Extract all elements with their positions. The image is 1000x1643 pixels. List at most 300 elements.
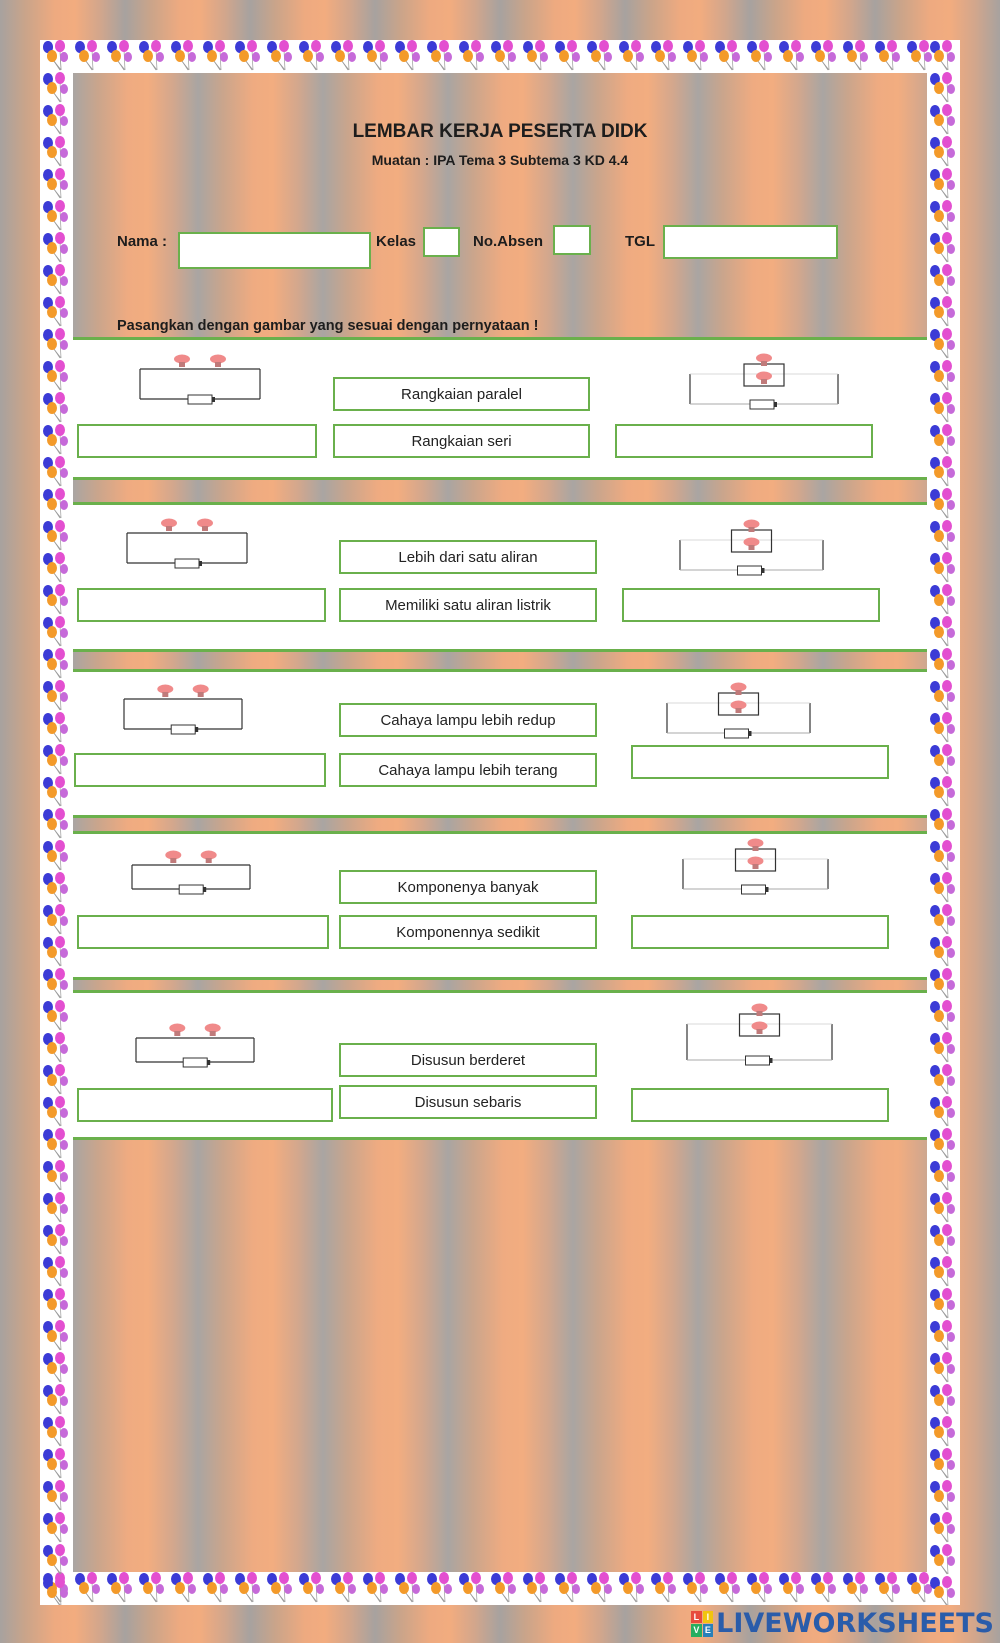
balloons-icon: [680, 1572, 713, 1605]
balloons-icon: [648, 40, 681, 73]
balloons-icon: [488, 40, 521, 73]
light-bulb-icon: [756, 372, 772, 385]
series-circuit-icon: [136, 1024, 254, 1066]
balloon-decoration: [40, 1352, 73, 1385]
balloons-icon: [40, 808, 73, 841]
balloons-icon: [927, 552, 960, 585]
answer-drop-right[interactable]: [631, 1088, 889, 1122]
balloon-decoration: [552, 40, 585, 73]
balloons-icon: [927, 584, 960, 617]
balloon-decoration: [927, 1288, 960, 1321]
balloons-icon: [927, 200, 960, 233]
light-bulb-icon: [169, 1024, 185, 1037]
balloons-icon: [927, 936, 960, 969]
balloons-icon: [927, 360, 960, 393]
balloon-decoration: [40, 1544, 73, 1577]
balloon-decoration: [927, 456, 960, 489]
balloon-decoration: [232, 1572, 265, 1605]
balloon-decoration: [40, 520, 73, 553]
balloon-decoration: [927, 1512, 960, 1545]
balloons-icon: [927, 1256, 960, 1289]
balloons-icon: [456, 1572, 489, 1605]
balloons-icon: [927, 616, 960, 649]
balloons-icon: [808, 40, 841, 73]
match-option-top[interactable]: Lebih dari satu aliran: [339, 540, 597, 574]
balloon-decoration: [104, 40, 137, 73]
balloons-icon: [40, 520, 73, 553]
brand-mark-letter: I: [703, 1611, 714, 1624]
balloon-decoration: [927, 1384, 960, 1417]
balloons-icon: [927, 1512, 960, 1545]
match-option-bottom[interactable]: Memiliki satu aliran listrik: [339, 588, 597, 622]
balloons-icon: [328, 1572, 361, 1605]
balloon-decoration: [927, 424, 960, 457]
balloons-icon: [40, 1416, 73, 1449]
balloon-decoration: [712, 40, 745, 73]
balloons-icon: [927, 1192, 960, 1225]
balloon-decoration: [456, 1572, 489, 1605]
balloons-icon: [584, 40, 617, 73]
balloon-decoration: [927, 584, 960, 617]
balloon-decoration: [927, 904, 960, 937]
parallel-circuit-icon: [667, 683, 810, 735]
light-bulb-icon: [731, 701, 747, 714]
balloons-icon: [840, 1572, 873, 1605]
balloons-icon: [40, 904, 73, 937]
balloons-icon: [927, 1224, 960, 1257]
light-bulb-icon: [201, 851, 217, 864]
balloon-decoration: [927, 968, 960, 1001]
balloon-decoration: [232, 40, 265, 73]
answer-drop-left[interactable]: [74, 753, 326, 787]
balloon-decoration: [40, 712, 73, 745]
balloons-icon: [72, 1572, 105, 1605]
battery-icon: [738, 566, 765, 575]
balloons-icon: [40, 1000, 73, 1033]
balloon-decoration: [40, 424, 73, 457]
balloon-decoration: [40, 1128, 73, 1161]
balloon-decoration: [40, 1064, 73, 1097]
answer-drop-left[interactable]: [77, 588, 326, 622]
balloon-decoration: [927, 1000, 960, 1033]
match-option-bottom[interactable]: Komponennya sedikit: [339, 915, 597, 949]
liveworksheets-mark-icon: [691, 1611, 713, 1637]
light-bulb-icon: [210, 355, 226, 368]
balloons-icon: [927, 1320, 960, 1353]
balloon-decoration: [927, 1032, 960, 1065]
balloon-decoration: [520, 40, 553, 73]
parallel-circuit-icon: [690, 354, 838, 406]
balloons-icon: [520, 1572, 553, 1605]
balloons-icon: [72, 40, 105, 73]
number-input[interactable]: [553, 225, 591, 255]
balloons-icon: [927, 1480, 960, 1513]
balloons-icon: [392, 40, 425, 73]
balloons-icon: [40, 776, 73, 809]
balloons-icon: [40, 72, 73, 105]
balloons-icon: [776, 40, 809, 73]
balloon-decoration: [40, 1000, 73, 1033]
balloons-icon: [40, 296, 73, 329]
balloons-icon: [927, 840, 960, 873]
balloon-decoration: [328, 40, 361, 73]
brand-mark-letter: L: [691, 1611, 702, 1624]
balloon-decoration: [927, 936, 960, 969]
balloon-decoration: [136, 1572, 169, 1605]
brand-name: LIVEWORKSHEETS: [716, 1608, 994, 1639]
balloon-decoration: [648, 40, 681, 73]
balloons-icon: [927, 232, 960, 265]
answer-drop-right[interactable]: [622, 588, 880, 622]
answer-drop-right[interactable]: [615, 424, 873, 458]
balloon-decoration: [40, 1480, 73, 1513]
balloon-decoration: [424, 40, 457, 73]
balloon-decoration: [927, 1128, 960, 1161]
balloon-decoration: [40, 40, 73, 73]
balloons-icon: [40, 168, 73, 201]
balloons-icon: [40, 1544, 73, 1577]
balloons-icon: [744, 1572, 777, 1605]
battery-icon: [175, 559, 202, 568]
balloon-border-top: [40, 40, 960, 73]
balloon-decoration: [360, 40, 393, 73]
balloon-decoration: [872, 1572, 905, 1605]
balloons-icon: [872, 40, 905, 73]
balloon-decoration: [40, 328, 73, 361]
balloon-border-left: [40, 40, 73, 1605]
balloon-decoration: [927, 168, 960, 201]
battery-icon: [746, 1056, 773, 1065]
balloon-decoration: [360, 1572, 393, 1605]
balloons-icon: [40, 264, 73, 297]
match-option-bottom[interactable]: Rangkaian seri: [333, 424, 590, 458]
balloons-icon: [840, 40, 873, 73]
balloon-decoration: [40, 1448, 73, 1481]
balloon-decoration: [744, 1572, 777, 1605]
balloons-icon: [927, 264, 960, 297]
answer-drop-right[interactable]: [631, 745, 889, 779]
balloons-icon: [927, 520, 960, 553]
match-option-bottom[interactable]: Disusun sebaris: [339, 1085, 597, 1119]
balloon-decoration: [927, 72, 960, 105]
balloon-border-bottom: [40, 1572, 960, 1605]
balloon-decoration: [40, 232, 73, 265]
balloon-decoration: [40, 488, 73, 521]
balloon-decoration: [40, 808, 73, 841]
balloon-decoration: [40, 968, 73, 1001]
liveworksheets-logo: [691, 1608, 994, 1639]
balloon-decoration: [40, 1256, 73, 1289]
balloons-icon: [424, 40, 457, 73]
balloons-icon: [927, 648, 960, 681]
balloon-decoration: [712, 1572, 745, 1605]
balloon-decoration: [40, 744, 73, 777]
balloon-decoration: [808, 1572, 841, 1605]
balloons-icon: [40, 1192, 73, 1225]
balloon-decoration: [552, 1572, 585, 1605]
balloon-decoration: [200, 1572, 233, 1605]
match-option-bottom[interactable]: Cahaya lampu lebih terang: [339, 753, 597, 787]
balloons-icon: [40, 1288, 73, 1321]
balloon-decoration: [927, 1544, 960, 1577]
balloon-decoration: [328, 1572, 361, 1605]
balloons-icon: [40, 1320, 73, 1353]
balloons-icon: [927, 1352, 960, 1385]
balloon-decoration: [927, 328, 960, 361]
balloon-decoration: [648, 1572, 681, 1605]
balloons-icon: [328, 40, 361, 73]
balloons-icon: [296, 1572, 329, 1605]
balloon-decoration: [424, 1572, 457, 1605]
balloon-decoration: [927, 616, 960, 649]
balloon-decoration: [872, 40, 905, 73]
brand-mark-letter: E: [703, 1624, 714, 1637]
balloons-icon: [927, 456, 960, 489]
balloons-icon: [927, 1032, 960, 1065]
balloons-icon: [232, 40, 265, 73]
balloon-decoration: [927, 712, 960, 745]
balloon-decoration: [927, 1416, 960, 1449]
light-bulb-icon: [161, 519, 177, 532]
balloons-icon: [40, 360, 73, 393]
balloons-icon: [927, 40, 960, 73]
balloons-icon: [104, 40, 137, 73]
balloons-icon: [40, 424, 73, 457]
balloons-icon: [40, 712, 73, 745]
balloons-icon: [424, 1572, 457, 1605]
series-circuit-icon: [124, 685, 242, 733]
balloon-decoration: [40, 1224, 73, 1257]
balloons-icon: [136, 40, 169, 73]
balloons-icon: [40, 744, 73, 777]
balloons-icon: [232, 1572, 265, 1605]
balloon-decoration: [927, 1576, 960, 1605]
balloon-decoration: [927, 808, 960, 841]
balloon-decoration: [840, 1572, 873, 1605]
balloon-decoration: [927, 40, 960, 73]
balloon-decoration: [40, 168, 73, 201]
light-bulb-icon: [174, 355, 190, 368]
balloon-decoration: [927, 744, 960, 777]
balloon-decoration: [488, 1572, 521, 1605]
balloon-decoration: [927, 872, 960, 905]
balloons-icon: [40, 648, 73, 681]
balloon-decoration: [40, 616, 73, 649]
balloons-icon: [40, 1160, 73, 1193]
balloons-icon: [520, 40, 553, 73]
battery-icon: [750, 400, 777, 409]
balloons-icon: [927, 1000, 960, 1033]
balloon-decoration: [40, 456, 73, 489]
balloon-decoration: [584, 1572, 617, 1605]
balloon-decoration: [840, 40, 873, 73]
balloons-icon: [168, 40, 201, 73]
balloons-icon: [40, 40, 73, 73]
answer-drop-left[interactable]: [77, 424, 317, 458]
balloons-icon: [40, 968, 73, 1001]
balloon-decoration: [40, 1192, 73, 1225]
balloons-icon: [296, 40, 329, 73]
battery-icon: [742, 885, 769, 894]
battery-icon: [183, 1058, 210, 1067]
balloon-border-right: [927, 40, 960, 1605]
balloon-decoration: [927, 296, 960, 329]
balloons-icon: [927, 744, 960, 777]
series-circuit-icon: [140, 355, 260, 403]
match-option-top[interactable]: Disusun berderet: [339, 1043, 597, 1077]
match-option-top[interactable]: Komponenya banyak: [339, 870, 597, 904]
balloon-decoration: [40, 936, 73, 969]
balloons-icon: [872, 1572, 905, 1605]
balloon-decoration: [40, 1512, 73, 1545]
balloon-decoration: [927, 776, 960, 809]
answer-drop-left[interactable]: [77, 1088, 333, 1122]
balloon-decoration: [744, 40, 777, 73]
balloons-icon: [360, 40, 393, 73]
balloon-decoration: [40, 1096, 73, 1129]
balloon-decoration: [40, 296, 73, 329]
balloon-decoration: [680, 40, 713, 73]
balloons-icon: [927, 1128, 960, 1161]
balloons-icon: [680, 40, 713, 73]
worksheet-background: [73, 73, 927, 1572]
balloons-icon: [40, 616, 73, 649]
balloons-icon: [360, 1572, 393, 1605]
balloon-decoration: [40, 1160, 73, 1193]
balloon-decoration: [584, 40, 617, 73]
balloons-icon: [200, 40, 233, 73]
balloon-decoration: [40, 776, 73, 809]
balloons-icon: [40, 1448, 73, 1481]
balloon-decoration: [680, 1572, 713, 1605]
balloons-icon: [456, 40, 489, 73]
balloons-icon: [40, 1256, 73, 1289]
balloons-icon: [616, 40, 649, 73]
balloons-icon: [927, 1384, 960, 1417]
balloon-decoration: [40, 584, 73, 617]
balloon-decoration: [488, 40, 521, 73]
balloon-decoration: [40, 552, 73, 585]
balloon-decoration: [616, 40, 649, 73]
balloon-decoration: [456, 40, 489, 73]
balloon-decoration: [40, 1576, 73, 1605]
balloon-decoration: [40, 840, 73, 873]
balloons-icon: [40, 328, 73, 361]
balloon-decoration: [392, 40, 425, 73]
balloon-decoration: [927, 1256, 960, 1289]
balloons-icon: [744, 40, 777, 73]
balloons-icon: [927, 168, 960, 201]
class-input[interactable]: [423, 227, 460, 257]
balloon-decoration: [927, 1224, 960, 1257]
light-bulb-icon: [752, 1022, 768, 1035]
balloon-decoration: [136, 40, 169, 73]
balloons-icon: [200, 1572, 233, 1605]
balloons-icon: [927, 424, 960, 457]
balloon-decoration: [927, 488, 960, 521]
balloon-decoration: [927, 1192, 960, 1225]
balloons-icon: [776, 1572, 809, 1605]
balloons-icon: [40, 680, 73, 713]
battery-icon: [179, 885, 206, 894]
balloon-decoration: [392, 1572, 425, 1605]
answer-drop-left[interactable]: [77, 915, 329, 949]
light-bulb-icon: [205, 1024, 221, 1037]
balloons-icon: [40, 872, 73, 905]
balloon-decoration: [40, 72, 73, 105]
balloons-icon: [712, 40, 745, 73]
balloon-decoration: [40, 648, 73, 681]
balloons-icon: [927, 328, 960, 361]
name-input[interactable]: [178, 232, 371, 269]
number-label: No.Absen: [473, 233, 544, 250]
match-option-top[interactable]: Cahaya lampu lebih redup: [339, 703, 597, 737]
balloon-decoration: [520, 1572, 553, 1605]
balloons-icon: [808, 1572, 841, 1605]
balloon-decoration: [296, 1572, 329, 1605]
balloon-decoration: [200, 40, 233, 73]
balloons-icon: [40, 1032, 73, 1065]
balloon-decoration: [927, 200, 960, 233]
balloons-icon: [927, 1576, 960, 1605]
balloon-decoration: [927, 552, 960, 585]
name-label: Nama :: [117, 233, 168, 250]
balloons-icon: [927, 904, 960, 937]
balloon-decoration: [927, 392, 960, 425]
balloons-icon: [927, 72, 960, 105]
balloons-icon: [40, 1352, 73, 1385]
balloons-icon: [40, 1576, 73, 1605]
balloon-decoration: [40, 1416, 73, 1449]
balloons-icon: [927, 296, 960, 329]
balloons-icon: [927, 1064, 960, 1097]
instruction-text: Pasangkan dengan gambar yang sesuai dengan pernyataan !: [117, 318, 539, 334]
balloon-decoration: [40, 1320, 73, 1353]
balloon-decoration: [40, 360, 73, 393]
balloon-decoration: [264, 40, 297, 73]
balloon-decoration: [40, 1384, 73, 1417]
light-bulb-icon: [197, 519, 213, 532]
class-label: Kelas: [376, 233, 417, 250]
balloon-decoration: [168, 40, 201, 73]
balloons-icon: [927, 1448, 960, 1481]
match-option-top[interactable]: Rangkaian paralel: [333, 377, 590, 411]
balloon-decoration: [264, 1572, 297, 1605]
balloon-decoration: [40, 680, 73, 713]
balloons-icon: [40, 1512, 73, 1545]
balloons-icon: [264, 1572, 297, 1605]
balloon-decoration: [296, 40, 329, 73]
balloon-decoration: [927, 360, 960, 393]
balloons-icon: [927, 968, 960, 1001]
balloons-icon: [168, 1572, 201, 1605]
balloon-decoration: [927, 648, 960, 681]
light-bulb-icon: [165, 851, 181, 864]
light-bulb-icon: [744, 538, 760, 551]
answer-drop-right[interactable]: [631, 915, 889, 949]
balloons-icon: [927, 776, 960, 809]
balloons-icon: [40, 552, 73, 585]
balloons-icon: [616, 1572, 649, 1605]
balloon-decoration: [40, 264, 73, 297]
balloon-decoration: [927, 1160, 960, 1193]
date-input[interactable]: [663, 225, 838, 259]
balloons-icon: [584, 1572, 617, 1605]
series-circuit-icon: [132, 851, 250, 893]
balloons-icon: [927, 1544, 960, 1577]
balloons-icon: [488, 1572, 521, 1605]
series-circuit-icon: [127, 519, 247, 567]
